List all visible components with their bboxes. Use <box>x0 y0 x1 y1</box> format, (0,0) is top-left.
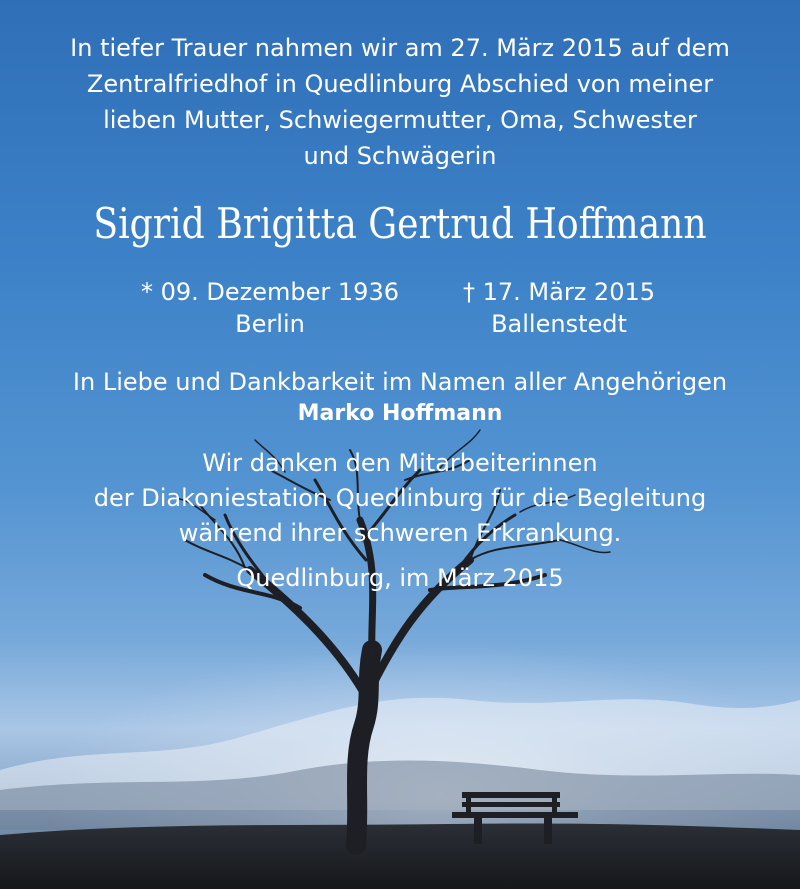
intro-text <box>0 30 800 174</box>
death-place: Ballenstedt <box>491 310 627 338</box>
death-block <box>409 276 709 340</box>
love-line: In Liebe und Dankbarkeit im Namen aller Angehörigen <box>72 368 728 396</box>
death-date: † 17. März 2015 <box>462 278 655 306</box>
hill-ground <box>0 823 800 889</box>
intro-line: Zentralfriedhof in Quedlinburg Abschied von meiner <box>86 70 714 98</box>
thanks-line: während ihrer schweren Erkrankung. <box>178 519 622 547</box>
thanks-text <box>0 446 800 551</box>
thanks-line: Wir danken den Mitarbeiterinnen <box>202 449 598 477</box>
intro-line: lieben Mutter, Schwiegermutter, Oma, Schwester <box>103 106 697 134</box>
birth-date: * 09. Dezember 1936 <box>141 278 399 306</box>
intro-line: und Schwägerin <box>303 142 497 170</box>
birth-block <box>120 276 420 340</box>
thanks-line: der Diakoniestation Quedlinburg für die Begleitung <box>93 484 707 512</box>
intro-line: In tiefer Trauer nahmen wir am 27. März 2015 auf dem <box>70 34 730 62</box>
place-date: Quedlinburg, im März 2015 <box>236 564 564 592</box>
signer-name: Marko Hoffmann <box>297 401 503 426</box>
birth-place: Berlin <box>235 310 305 338</box>
deceased-name: Sigrid Brigitta Gertrud Hoffmann <box>93 199 707 248</box>
